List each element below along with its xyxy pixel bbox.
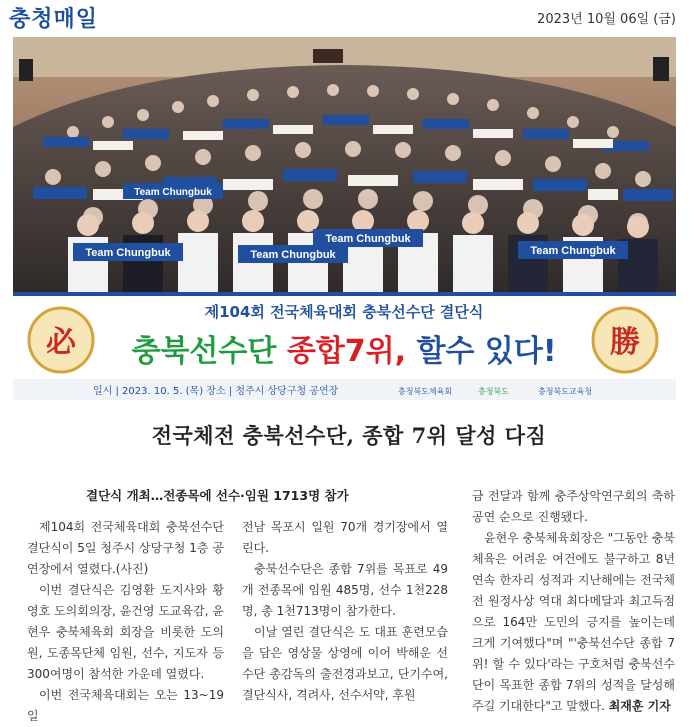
article-headline: 전국체전 충북선수단, 종합 7위 달성 다짐 <box>151 423 547 448</box>
paragraph <box>472 528 675 717</box>
sponsor-3: 충청북도교육청 <box>538 387 593 396</box>
paragraph: 이번 전국체육대회는 오는 13~19일 <box>27 688 224 723</box>
article-column-3 <box>472 486 675 717</box>
paragraph: 금 전달과 함께 충주상악연구회의 축하공연 순으로 진행됐다. <box>472 489 675 524</box>
team-sign-left: Team Chungbuk <box>85 247 171 259</box>
article-photo <box>13 37 676 400</box>
team-sign-back: Team Chungbuk <box>134 187 212 198</box>
article-column-2 <box>242 517 448 706</box>
paragraph-text: 윤현우 충북체육회장은 "그동안 충북체육은 어려운 여건에도 불구하고 8년 연속 한자리 성적과 지난해에는 전국체전 원정사상 역대 최다메달과 최고득점으로 164만 도민의 긍지를 높이는데 크게 기여했다"며 "'충북선수단 종합 7위! 할 수 있다'라는 구호처럼 충북선수단이 목표한 종합 7위의 성적을 달성해주길 기대한다"고 말했다. <box>472 531 675 713</box>
seal-left: 必 <box>46 325 76 360</box>
paragraph: 충북선수단은 종합 7위를 목표로 49개 전종목에 임원 485명, 선수 1천228명, 총 1천713명이 참가한다. <box>242 562 448 618</box>
article-column-1 <box>27 517 224 727</box>
byline: 최재훈 기자 <box>608 699 671 713</box>
paragraph: 이날 열린 결단식은 도 대표 훈련모습을 담은 영상물 상영에 이어 박해운 선수단 총감독의 출전경과보고, 단기수여, 결단식사, 격려사, 선수서약, 후원 <box>242 625 448 702</box>
issue-date: 2023년 10월 06일 (금) <box>537 12 676 27</box>
sponsor-1: 충청북도체육회 <box>398 387 453 396</box>
masthead <box>0 0 698 32</box>
paragraph: 제104회 전국체육대회 충북선수단 결단식이 5일 청주시 상당구청 1층 공연장에서 열렸다.(사진) <box>27 520 224 576</box>
article-subhead: 결단식 개최…전종목에 선수·임원 1713명 참가 <box>86 488 349 503</box>
team-sign-center: Team Chungbuk <box>325 233 411 245</box>
banner-title: 제104회 전국체육대회 충북선수단 결단식 <box>204 303 484 321</box>
banner-slogan-part-c: 할수 있다! <box>416 334 557 369</box>
team-sign-right: Team Chungbuk <box>530 245 616 257</box>
banner-slogan-part-a: 충북선수단 <box>131 334 277 369</box>
banner-slogan <box>131 334 556 369</box>
seal-right: 勝 <box>610 325 640 360</box>
banner-info: 일시 | 2023. 10. 5. (목) 장소 | 청주시 상당구청 공연장 <box>93 386 339 397</box>
paragraph: 이번 결단식은 김영환 도지사와 황영호 도의회의장, 윤건영 도교육감, 윤현우 충북체육회 회장을 비롯한 도의원, 도종목단체 임원, 선수, 지도자 등 300여명이 참석한 가운데 열렸다. <box>27 583 224 681</box>
newspaper-logo: 충청매일 <box>9 7 99 32</box>
banner-slogan-part-b: 종합7위, <box>286 334 407 369</box>
sponsor-2: 충청북도 <box>478 387 509 396</box>
paragraph: 전남 목포시 일원 70개 경기장에서 열린다. <box>242 520 448 555</box>
team-sign-center-left: Team Chungbuk <box>250 249 336 261</box>
